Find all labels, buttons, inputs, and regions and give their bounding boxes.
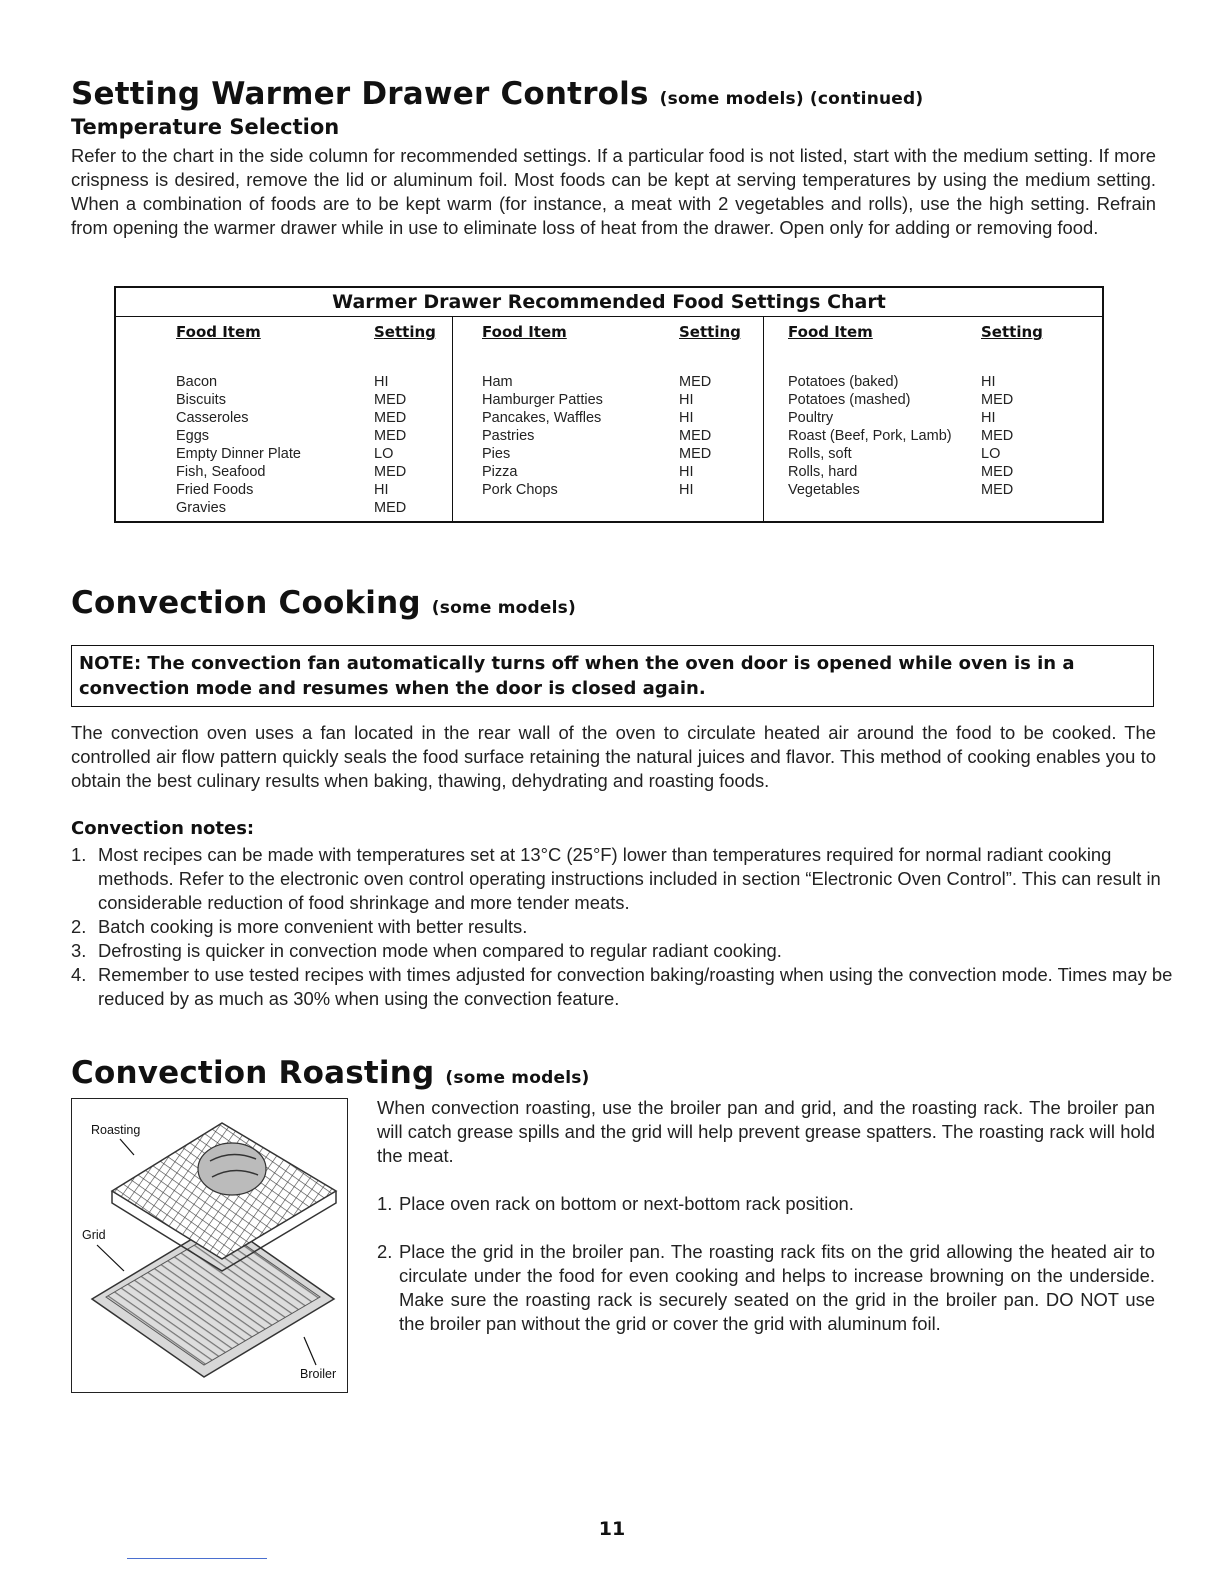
roasting-step: [377, 1240, 1155, 1336]
food-settings-chart: [114, 286, 1104, 523]
list-item: [71, 843, 1183, 915]
convection-note: NOTE: The convection fan automatically turns off when the oven door is opened while oven is in a convection mode and resumes when the door is closed again.: [71, 645, 1154, 707]
setting-value: MED: [679, 374, 712, 390]
step-text: Place the grid in the broiler pan. The roasting rack fits on the grid allowing the heated air to circulate under the food for even cooking and helps to increase browning on the underside. Make sure the roasting rack is securely seated on the grid in the broiler pan. DO NOT use the broiler pan without the grid or cover the grid with aluminum foil.: [399, 1241, 1155, 1334]
roast-shape: [198, 1143, 266, 1195]
setting-value: MED: [981, 428, 1014, 444]
setting-list: [374, 373, 406, 517]
food-item: Roast (Beef, Pork, Lamb): [788, 428, 952, 444]
food-item: Ham: [482, 374, 513, 390]
roasting-label: Roasting: [91, 1123, 141, 1137]
setting-value: MED: [679, 428, 712, 444]
grid-label: Grid: [82, 1228, 106, 1242]
setting-list: [981, 373, 1013, 499]
food-item: Pancakes, Waffles: [482, 410, 602, 426]
setting-value: MED: [981, 392, 1014, 408]
setting-value: LO: [981, 446, 1001, 462]
list-number: 3.: [71, 940, 87, 961]
list-item: [71, 939, 1183, 963]
convection-title: Convection Cooking: [71, 585, 421, 621]
warmer-title: Setting Warmer Drawer Controls: [71, 76, 649, 112]
setting-header: Setting: [981, 323, 1043, 341]
chart-column-divider: [763, 316, 764, 521]
setting-header: Setting: [374, 323, 436, 341]
warmer-heading: [71, 76, 923, 112]
food-item: Gravies: [176, 500, 226, 516]
list-text: Remember to use tested recipes with times adjusted for convection baking/roasting when using the convection mode. Times may be reduced by as much as 30% when using the convection feature.: [98, 964, 1173, 1009]
setting-value: HI: [679, 482, 694, 498]
setting-value: MED: [981, 464, 1014, 480]
food-item: Rolls, hard: [788, 464, 858, 480]
setting-value: MED: [679, 446, 712, 462]
food-item: Pies: [482, 446, 511, 462]
food-item: Pizza: [482, 464, 518, 480]
food-item: Rolls, soft: [788, 446, 852, 462]
list-number: 4.: [71, 964, 87, 985]
food-item: Potatoes (baked): [788, 374, 899, 390]
setting-value: HI: [981, 374, 996, 390]
setting-value: LO: [374, 446, 394, 462]
convection-heading: [71, 585, 576, 621]
chart-column-divider: [452, 316, 453, 521]
list-number: 2.: [71, 916, 87, 937]
food-item: Pork Chops: [482, 482, 558, 498]
broiler-pan-illustration: [72, 1099, 346, 1391]
setting-value: MED: [374, 500, 407, 516]
food-item: Fried Foods: [176, 482, 254, 498]
step-number: 2.: [377, 1241, 393, 1262]
setting-value: MED: [981, 482, 1014, 498]
setting-value: HI: [679, 410, 694, 426]
food-item: Hamburger Patties: [482, 392, 603, 408]
list-item: [71, 915, 1183, 939]
setting-value: MED: [374, 428, 407, 444]
convection-notes-heading: Convection notes:: [71, 818, 255, 839]
food-list: [788, 373, 952, 499]
food-item-header: Food Item: [788, 323, 873, 341]
step-number: 1.: [377, 1193, 393, 1214]
setting-value: MED: [374, 464, 407, 480]
food-item: Biscuits: [176, 392, 226, 408]
setting-value: MED: [374, 410, 407, 426]
list-text: Most recipes can be made with temperatures set at 13°C (25°F) lower than temperatures required for normal radiant cooking methods. Refer to the electronic oven control operating instructions included in section “Electronic Oven Control”. This can result in considerable reduction of food shrinkage and more tender meats.: [98, 844, 1161, 913]
chart-divider: [116, 316, 1102, 317]
food-item: Fish, Seafood: [176, 464, 266, 480]
temperature-selection-heading: Temperature Selection: [71, 115, 340, 139]
roasting-title-suffix: (some models): [445, 1068, 590, 1088]
food-item-header: Food Item: [482, 323, 567, 341]
roasting-title: Convection Roasting: [71, 1055, 435, 1091]
food-item: Eggs: [176, 428, 210, 444]
setting-value: HI: [374, 374, 389, 390]
page-number: 11: [598, 1518, 626, 1540]
food-item-header: Food Item: [176, 323, 261, 341]
footer-rule: [127, 1558, 267, 1559]
convection-notes-list: [71, 843, 1183, 1011]
list-text: Batch cooking is more convenient with better results.: [98, 916, 528, 937]
setting-value: HI: [981, 410, 996, 426]
food-item: Pastries: [482, 428, 535, 444]
roasting-step: [377, 1192, 1155, 1216]
broiler-label: Broiler: [300, 1367, 337, 1381]
food-item: Vegetables: [788, 482, 860, 498]
convection-title-suffix: (some models): [431, 598, 576, 618]
roasting-intro: When convection roasting, use the broiler pan and grid, and the roasting rack. The broiler pan will catch grease spills and the grid will help prevent grease spatters. The roasting rack will hold the meat.: [377, 1097, 1155, 1166]
food-list: [176, 373, 301, 517]
warmer-paragraph: Refer to the chart in the side column for recommended settings. If a particular food is not listed, start with the medium setting. If more crispness is desired, remove the lid or aluminum foil. Most foods can be kept at serving temperatures by using the medium setting. When a combination of foods are to be kept warm (for instance, a meat with 2 vegetables and rolls), use the high setting. Refrain from opening the warmer drawer while in use to eliminate loss of heat from the drawer. Open only for adding or removing food.: [71, 145, 1156, 238]
food-item: Bacon: [176, 374, 218, 390]
setting-value: HI: [374, 482, 389, 498]
convection-paragraph: The convection oven uses a fan located in the rear wall of the oven to circulate heated air around the food to be cooked. The controlled air flow pattern quickly seals the food surface retaining the natural juices and flavor. This method of cooking enables you to obtain the best culinary results when baking, thawing, dehydrating and roasting foods.: [71, 722, 1156, 791]
food-list: [482, 373, 603, 499]
food-item: Empty Dinner Plate: [176, 446, 301, 462]
chart-title: Warmer Drawer Recommended Food Settings Chart: [332, 291, 886, 313]
setting-list: [679, 373, 711, 499]
food-item: Potatoes (mashed): [788, 392, 911, 408]
food-item: Poultry: [788, 410, 834, 426]
step-text: Place oven rack on bottom or next-bottom rack position.: [399, 1193, 854, 1214]
setting-value: MED: [374, 392, 407, 408]
food-item: Casseroles: [176, 410, 249, 426]
roasting-figure: [71, 1098, 348, 1393]
setting-value: HI: [679, 464, 694, 480]
list-number: 1.: [71, 844, 87, 865]
list-text: Defrosting is quicker in convection mode when compared to regular radiant cooking.: [98, 940, 782, 961]
list-item: [71, 963, 1183, 1011]
setting-header: Setting: [679, 323, 741, 341]
setting-value: HI: [679, 392, 694, 408]
roasting-heading: [71, 1055, 590, 1091]
warmer-title-suffix: (some models) (continued): [659, 89, 924, 109]
